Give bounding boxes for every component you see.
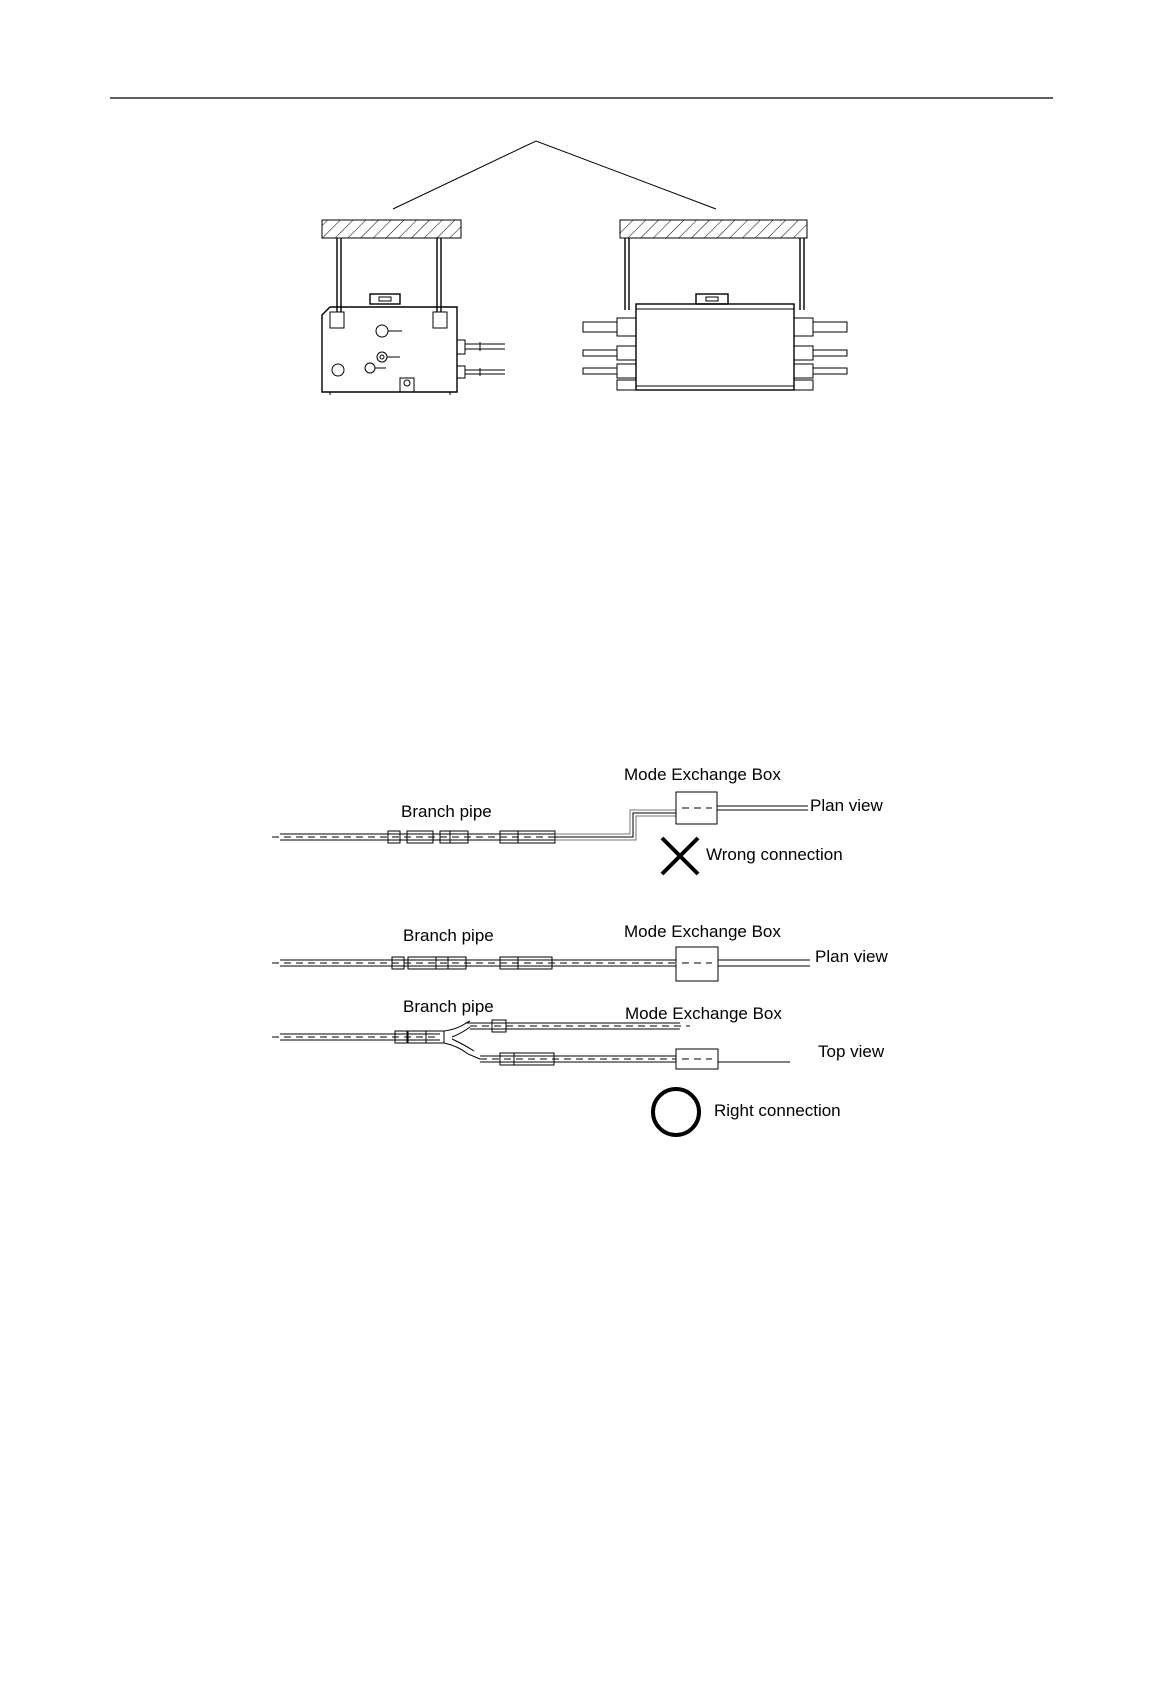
- right-mode-exchange-box-label-2: Mode Exchange Box: [625, 1004, 782, 1023]
- unit-side-view: [322, 238, 505, 395]
- suspension-figure: [322, 141, 847, 395]
- right-connection-label: Right connection: [714, 1101, 841, 1120]
- right-connection-diagram-top: [272, 1020, 790, 1069]
- pointer-lines: [393, 141, 716, 209]
- circle-mark-icon: [653, 1089, 699, 1135]
- right-top-view-label: Top view: [818, 1042, 885, 1061]
- wrong-connection-label: Wrong connection: [706, 845, 843, 864]
- cross-mark-icon: [662, 838, 698, 874]
- ceiling-left: [322, 220, 461, 238]
- wrong-plan-view-label: Plan view: [810, 796, 883, 815]
- wrong-mode-exchange-box-label: Mode Exchange Box: [624, 765, 781, 784]
- wrong-branch-pipe-label: Branch pipe: [401, 802, 492, 821]
- unit-front-view: [583, 238, 847, 390]
- right-branch-pipe-label-1: Branch pipe: [403, 926, 494, 945]
- ceiling-right: [620, 220, 807, 238]
- right-mode-exchange-box-label-1: Mode Exchange Box: [624, 922, 781, 941]
- right-connection-diagram-plan: [272, 947, 810, 981]
- mode-exchange-box-plan: [676, 947, 718, 981]
- wrong-connection-diagram: [272, 792, 808, 843]
- right-branch-pipe-label-2: Branch pipe: [403, 997, 494, 1016]
- right-plan-view-label: Plan view: [815, 947, 888, 966]
